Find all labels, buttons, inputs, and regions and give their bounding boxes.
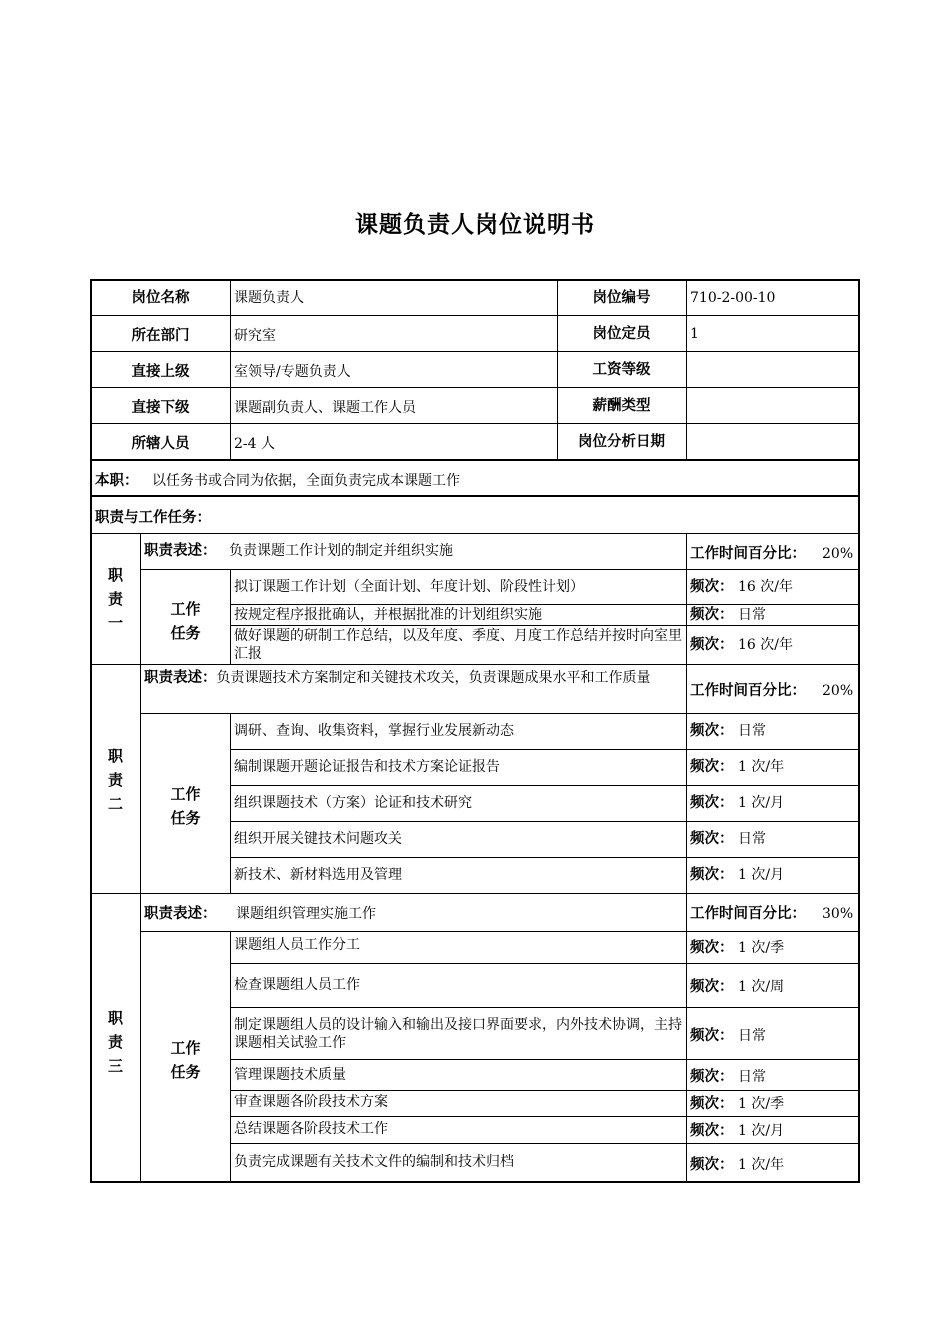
divider: [230, 1059, 859, 1060]
task-text: 编制课题开题论证报告和技术方案论证报告: [234, 759, 500, 775]
task-freq: 日常: [738, 1069, 766, 1085]
info-label: 所在部门: [131, 328, 190, 344]
divider: [140, 931, 859, 932]
time-percent-label: 工作时间百分比：: [690, 906, 806, 922]
freq-label: 频次：: [690, 831, 734, 847]
freq-label: 频次：: [690, 940, 734, 956]
benzhi-text: 以任务书或合同为依据，全面负责完成本课题工作: [152, 473, 460, 489]
freq-label: 频次：: [690, 1028, 734, 1044]
task-label: 工作 任务: [170, 785, 201, 827]
duty-desc-label: 职责表述：: [144, 906, 217, 922]
task-freq: 16 次/年: [738, 637, 793, 653]
divider: [230, 569, 231, 664]
info-label: 岗位定员: [592, 326, 651, 342]
task-freq: 1 次/月: [738, 795, 785, 811]
task-text: 组织开展关键技术问题攻关: [234, 831, 402, 847]
duty-2-desc-block: [144, 669, 684, 687]
task-freq: 日常: [738, 831, 766, 847]
freq-label: 频次：: [690, 979, 734, 995]
page-title: 课题负责人岗位说明书: [355, 212, 595, 238]
duty-3-name: 职 责 三: [107, 1009, 123, 1075]
divider: [230, 1116, 859, 1117]
freq-label: 频次：: [690, 637, 734, 653]
freq-label: 频次：: [690, 723, 734, 739]
info-label: 岗位分析日期: [578, 434, 665, 450]
info-label: 岗位编号: [592, 290, 651, 306]
task-text: 组织课题技术（方案）论证和技术研究: [234, 795, 472, 811]
divider: [230, 1090, 859, 1091]
freq-label: 频次：: [690, 1069, 734, 1085]
duty-desc-label: 职责表述：: [144, 670, 217, 686]
task-freq: 1 次/季: [738, 940, 785, 956]
task-freq: 日常: [738, 723, 766, 739]
duty-3-percent: 30%: [822, 906, 854, 922]
freq-label: 频次：: [690, 1096, 734, 1112]
duty-1-name: 职 责 一: [107, 566, 123, 632]
divider: [91, 533, 859, 534]
task-label: 工作 任务: [170, 600, 201, 642]
task-text: 按规定程序报批确认，并根据批准的计划组织实施: [234, 607, 542, 623]
divider: [230, 931, 231, 1182]
info-value: 课题负责人: [234, 290, 304, 306]
divider: [230, 604, 859, 605]
info-label: 所辖人员: [131, 436, 190, 452]
freq-label: 频次：: [690, 759, 734, 775]
divider: [230, 280, 231, 461]
info-value: 710-2-00-10: [690, 290, 776, 306]
divider: [230, 1143, 859, 1144]
task-text: 拟订课题工作计划（全面计划、年度计划、阶段性计划）: [234, 579, 584, 595]
duty-desc-label: 职责表述：: [144, 543, 217, 559]
info-label: 工资等级: [592, 362, 651, 378]
task-freq: 16 次/年: [738, 579, 793, 595]
section-label: 职责与工作任务：: [95, 510, 211, 526]
task-text: 管理课题技术质量: [234, 1067, 346, 1083]
task-text: 总结课题各阶段技术工作: [234, 1121, 388, 1137]
info-value: 研究室: [234, 328, 276, 344]
duty-2-percent: 20%: [822, 683, 854, 699]
info-value: 室领导/专题负责人: [234, 364, 351, 380]
freq-label: 频次：: [690, 795, 734, 811]
task-text: 检查课题组人员工作: [234, 977, 360, 993]
divider: [91, 351, 859, 352]
divider: [91, 387, 859, 388]
task-text: 新技术、新材料选用及管理: [234, 867, 402, 883]
info-label: 直接上级: [131, 364, 190, 380]
task-text: 负责完成课题有关技术文件的编制和技术归档: [234, 1154, 514, 1170]
task-freq: 1 次/年: [738, 759, 785, 775]
freq-label: 频次：: [690, 867, 734, 883]
divider: [91, 893, 859, 894]
divider: [230, 785, 859, 786]
divider: [230, 749, 859, 750]
task-label: 工作 任务: [170, 1039, 201, 1081]
freq-label: 频次：: [690, 579, 734, 595]
divider: [140, 713, 859, 714]
duty-2-desc: 负责课题技术方案制定和关键技术攻关，负责课题成果水平和工作质量: [216, 670, 651, 686]
divider: [230, 963, 859, 964]
task-freq: 日常: [738, 1028, 766, 1044]
divider: [91, 495, 859, 497]
info-value: 1: [690, 326, 699, 342]
time-percent-label: 工作时间百分比：: [690, 683, 806, 699]
duty-1-desc: 负责课题工作计划的制定并组织实施: [229, 543, 453, 559]
freq-label: 频次：: [690, 1123, 734, 1139]
task-text: 课题组人员工作分工: [234, 937, 360, 953]
divider: [230, 857, 859, 858]
task-freq: 1 次/年: [738, 1157, 785, 1173]
divider: [91, 315, 859, 316]
task-text: 调研、查询、收集资料，掌握行业发展新动态: [234, 723, 514, 739]
task-freq: 1 次/季: [738, 1096, 785, 1112]
duty-2-name: 职 责 二: [107, 747, 123, 813]
divider: [230, 713, 231, 893]
time-percent-label: 工作时间百分比：: [690, 546, 806, 562]
duty-1-percent: 20%: [822, 546, 854, 562]
divider: [230, 821, 859, 822]
divider: [230, 1007, 859, 1008]
task-freq: 1 次/月: [738, 1123, 785, 1139]
task-freq: 1 次/周: [738, 979, 785, 995]
divider: [91, 664, 859, 665]
info-label: 直接下级: [131, 400, 190, 416]
task-text: 审查课题各阶段技术方案: [234, 1094, 388, 1110]
info-value: 课题副负责人、课题工作人员: [234, 400, 416, 416]
divider: [91, 423, 859, 424]
freq-label: 频次：: [690, 1157, 734, 1173]
benzhi-label: 本职：: [95, 473, 139, 489]
info-label: 岗位名称: [131, 290, 190, 306]
divider: [686, 280, 687, 461]
divider: [91, 459, 859, 461]
task-freq: 1 次/月: [738, 867, 785, 883]
divider: [140, 569, 859, 570]
info-label: 薪酬类型: [592, 398, 651, 414]
info-value: 2-4 人: [234, 436, 275, 452]
task-text: 做好课题的研制工作总结，以及年度、季度、月度工作总结并按时向室里汇报: [234, 628, 682, 662]
task-freq: 日常: [738, 607, 766, 623]
task-text: 制定课题组人员的设计输入和输出及接口界面要求，内外技术协调，主持课题相关试验工作: [234, 1017, 682, 1051]
divider: [230, 625, 859, 626]
freq-label: 频次：: [690, 607, 734, 623]
duty-3-desc: 课题组织管理实施工作: [236, 906, 376, 922]
